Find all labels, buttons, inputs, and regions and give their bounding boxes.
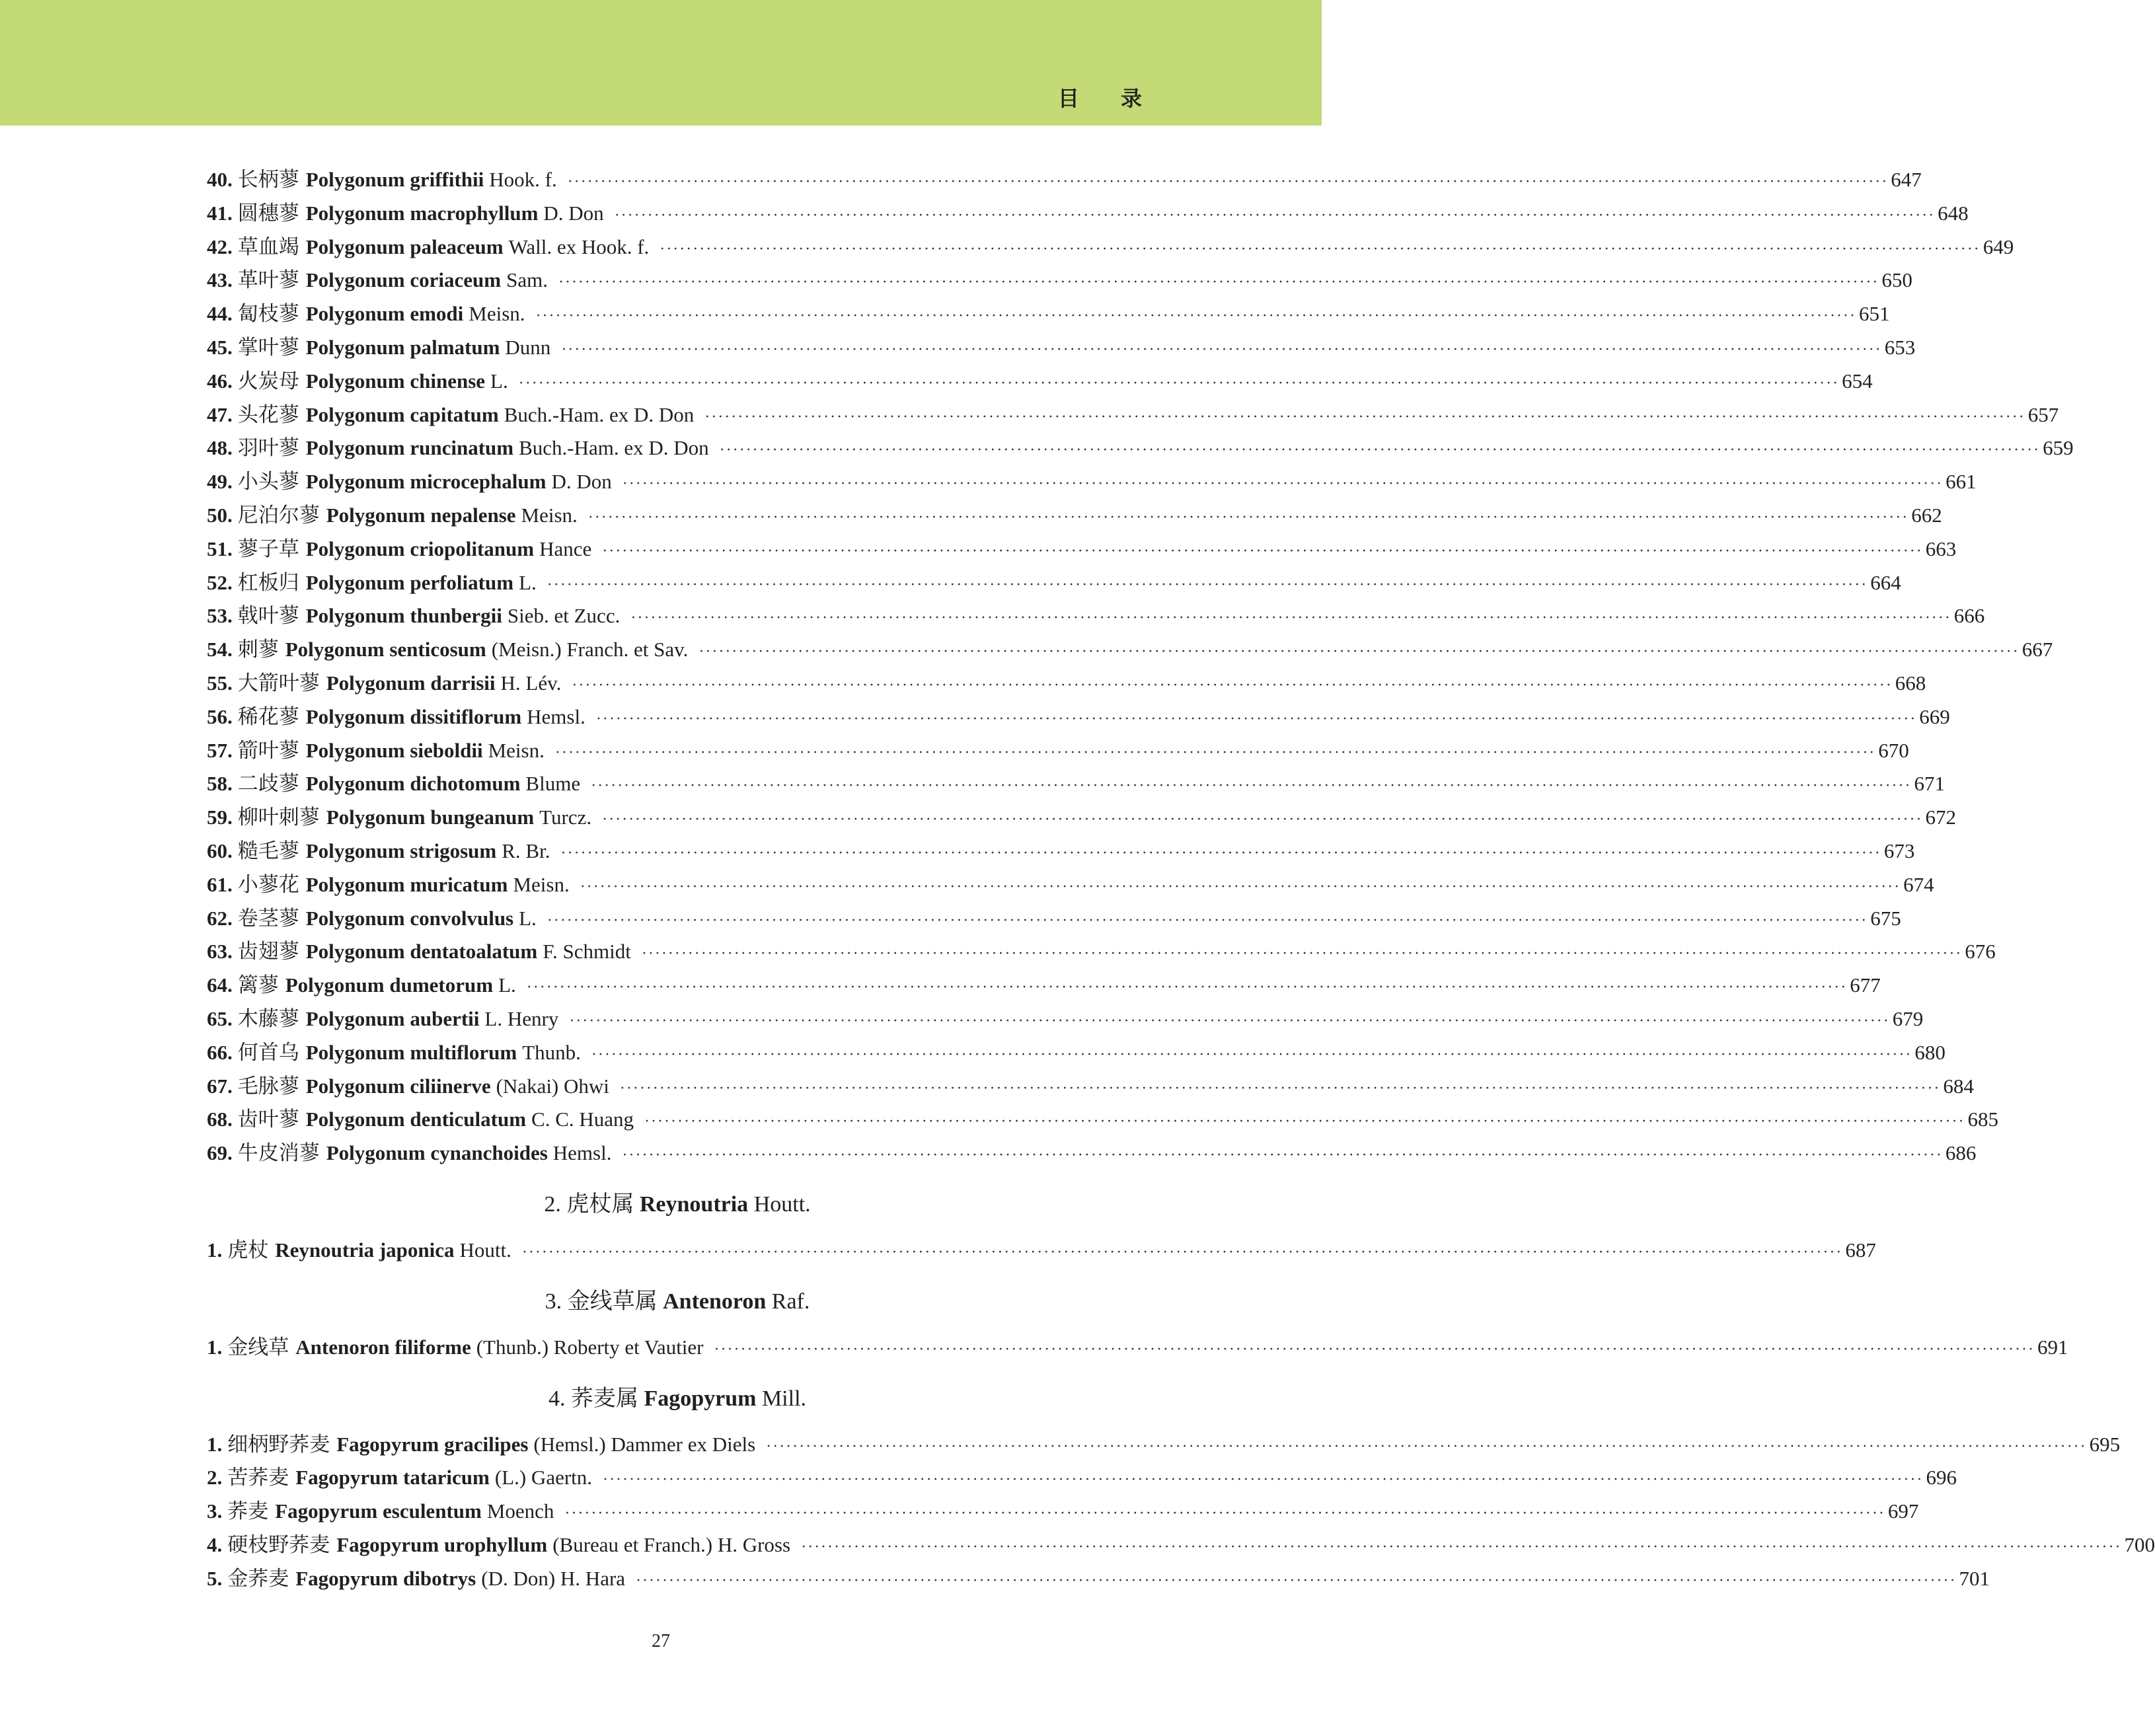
entry-author: L. Henry	[484, 1006, 559, 1030]
entry-author: F. Schmidt	[543, 940, 631, 963]
dot-leader: ········································································································································································································	[801, 1538, 2122, 1556]
toc-entry[interactable]	[207, 1002, 1924, 1036]
entry-chinese-name: 细柄野荞麦	[227, 1432, 330, 1456]
entry-page-number: 647	[1891, 168, 1922, 191]
entry-chinese-name: 卷茎蓼	[237, 906, 299, 930]
entry-page-number: 653	[1884, 335, 1916, 359]
entry-number: 67.	[207, 1074, 233, 1098]
entry-page-number: 650	[1881, 268, 1912, 292]
entry-author: D. Don	[551, 470, 612, 494]
entry-number: 62.	[207, 906, 233, 930]
entry-author: Hook. f.	[489, 168, 557, 191]
dot-leader: ········································································································································································································	[554, 743, 1876, 761]
dot-leader: ········································································································································································································	[560, 844, 1881, 862]
genus-scientific-name: Fagopyrum	[644, 1386, 757, 1411]
entry-chinese-name: 木藤蓼	[237, 1006, 299, 1030]
entry-page-number: 670	[1878, 738, 1909, 762]
entry-chinese-name: 何首乌	[237, 1040, 299, 1064]
genus-scientific-name: Antenoron	[663, 1289, 767, 1314]
entry-scientific-name: Polygonum cynanchoides	[326, 1141, 548, 1165]
toc-entry[interactable]	[207, 1528, 2155, 1562]
toc-entry[interactable]	[207, 1330, 2068, 1364]
entry-number: 69.	[207, 1141, 233, 1165]
entry-number: 56.	[207, 704, 233, 728]
entry-page-number: 667	[2022, 638, 2053, 661]
entry-chinese-name: 虎杖	[227, 1238, 269, 1262]
entry-number: 57.	[207, 738, 233, 762]
toc-entry[interactable]	[207, 196, 1969, 230]
entry-number: 61.	[207, 872, 233, 896]
entry-chinese-name: 头花蓼	[237, 402, 299, 426]
dot-leader: ········································································································································································································	[660, 240, 1981, 258]
entry-author: Dunn	[505, 335, 551, 359]
entry-author: Meisn.	[513, 872, 570, 896]
entry-number: 43.	[207, 268, 233, 292]
header-band	[0, 0, 1322, 126]
entry-page-number: 697	[1887, 1499, 1919, 1523]
dot-leader: ········································································································································································································	[704, 408, 2025, 426]
entry-page-number: 668	[1895, 671, 1926, 695]
entry-chinese-name: 羽叶蓼	[237, 436, 299, 460]
entry-number: 60.	[207, 839, 233, 862]
dot-leader: ········································································································································································································	[580, 878, 1901, 895]
entry-chinese-name: 稀花蓼	[237, 704, 299, 728]
entry-chinese-name: 苦荞麦	[227, 1466, 289, 1490]
dot-leader: ········································································································································································································	[547, 576, 1868, 593]
entry-number: 47.	[207, 402, 233, 426]
entry-scientific-name: Polygonum dissitiflorum	[305, 704, 522, 728]
entry-number: 66.	[207, 1040, 233, 1064]
entry-page-number: 662	[1911, 503, 1942, 527]
entry-number: 1.	[207, 1238, 223, 1262]
entry-page-number: 685	[1967, 1108, 1998, 1131]
toc-entry[interactable]	[207, 566, 1901, 599]
toc-entry[interactable]	[207, 230, 2014, 264]
entry-author: (Bureau et Franch.) H. Gross	[552, 1532, 791, 1556]
entry-scientific-name: Polygonum capitatum	[305, 402, 499, 426]
entry-number: 1.	[207, 1432, 223, 1456]
entry-chinese-name: 毛脉蓼	[237, 1074, 299, 1098]
entry-chinese-name: 戟叶蓼	[237, 604, 299, 628]
entry-chinese-name: 大箭叶蓼	[237, 671, 320, 695]
entry-author: Turcz.	[539, 806, 592, 829]
entry-chinese-name: 刺蓼	[237, 638, 279, 661]
entry-number: 1.	[207, 1335, 223, 1359]
entry-number: 46.	[207, 369, 233, 393]
dot-leader: ········································································································································································································	[521, 1243, 1843, 1261]
toc-entry[interactable]	[207, 1069, 1974, 1103]
dot-leader: ········································································································································································································	[644, 1113, 1965, 1131]
entry-scientific-name: Fagopyrum urophyllum	[336, 1532, 548, 1556]
entry-scientific-name: Polygonum criopolitanum	[305, 537, 535, 560]
entry-page-number: 664	[1870, 570, 1901, 594]
toc-entry[interactable]	[207, 734, 1909, 767]
toc-entry[interactable]	[207, 1562, 1990, 1595]
dot-leader: ········································································································································································································	[603, 1471, 1924, 1489]
entry-page-number: 687	[1845, 1238, 1876, 1262]
entry-number: 49.	[207, 470, 233, 494]
entry-page-number: 686	[1945, 1141, 1977, 1165]
entry-chinese-name: 二歧蓼	[237, 772, 299, 796]
dot-leader: ········································································································································································································	[561, 340, 1882, 358]
entry-page-number: 680	[1914, 1040, 1946, 1064]
entry-chinese-name: 蓼子草	[237, 537, 299, 560]
entry-page-number: 675	[1870, 906, 1901, 930]
dot-leader: ········································································································································································································	[622, 1147, 1943, 1164]
entry-scientific-name: Polygonum emodi	[305, 302, 464, 326]
dot-leader: ········································································································································································································	[591, 777, 1912, 795]
dot-leader: ········································································································································································································	[595, 710, 1917, 728]
entry-number: 58.	[207, 772, 233, 796]
genus-author: Mill.	[761, 1386, 807, 1411]
entry-scientific-name: Polygonum senticosum	[285, 638, 486, 661]
entry-author: Meisn.	[521, 503, 578, 527]
entry-scientific-name: Polygonum muricatum	[305, 872, 508, 896]
entry-number: 44.	[207, 302, 233, 326]
entry-chinese-name: 杠板归	[237, 570, 299, 594]
entry-chinese-name: 荞麦	[227, 1499, 269, 1523]
entry-number: 65.	[207, 1006, 233, 1030]
entry-page-number: 696	[1926, 1466, 1957, 1490]
entry-number: 63.	[207, 940, 233, 963]
genus-chinese-name: 虎杖属	[566, 1191, 634, 1217]
entry-scientific-name: Polygonum sieboldii	[305, 738, 483, 762]
entry-chinese-name: 齿翅蓼	[237, 940, 299, 963]
toc-entry[interactable]	[207, 599, 1985, 632]
dot-leader: ········································································································································································································	[558, 274, 1879, 291]
toc-entry[interactable]	[207, 632, 2053, 666]
entry-chinese-name: 匐枝蓼	[237, 302, 299, 326]
toc-entry[interactable]	[207, 1036, 1946, 1069]
entry-author: (Thunb.) Roberty et Vautier	[476, 1335, 704, 1359]
entry-scientific-name: Polygonum runcinatum	[305, 436, 514, 460]
entry-page-number: 666	[1953, 604, 1985, 628]
entry-scientific-name: Polygonum thunbergii	[305, 604, 502, 628]
toc-entry[interactable]	[207, 465, 1977, 498]
entry-chinese-name: 篱蓼	[237, 973, 279, 997]
entry-scientific-name: Polygonum denticulatum	[305, 1108, 527, 1131]
genus-number: 2.	[544, 1191, 561, 1217]
toc-entry[interactable]	[207, 1102, 1998, 1136]
toc-entry[interactable]	[207, 532, 1957, 566]
entry-author: L.	[490, 369, 508, 393]
entry-chinese-name: 小蓼花	[237, 872, 299, 896]
dot-leader: ········································································································································································································	[535, 307, 1856, 325]
genus-author: Houtt.	[753, 1191, 811, 1217]
entry-scientific-name: Fagopyrum dibotrys	[295, 1566, 476, 1590]
toc-entry[interactable]	[207, 1136, 1977, 1170]
entry-page-number: 671	[1914, 772, 1946, 796]
entry-page-number: 700	[2124, 1532, 2155, 1556]
dot-leader: ········································································································································································································	[569, 1012, 1890, 1030]
toc-entry[interactable]	[207, 968, 1881, 1002]
toc-entry[interactable]	[207, 498, 1942, 532]
entry-chinese-name: 掌叶蓼	[237, 335, 299, 359]
entry-scientific-name: Polygonum dichotomum	[305, 772, 521, 796]
entry-number: 52.	[207, 570, 233, 594]
entry-scientific-name: Polygonum multiflorum	[305, 1040, 517, 1064]
entry-number: 4.	[207, 1532, 223, 1556]
entry-scientific-name: Fagopyrum tataricum	[295, 1466, 490, 1490]
genus-chinese-name: 荞麦属	[570, 1386, 638, 1411]
entry-page-number: 695	[2089, 1432, 2121, 1456]
entry-scientific-name: Polygonum palmatum	[305, 335, 500, 359]
entry-scientific-name: Polygonum dumetorum	[285, 973, 494, 997]
entry-author: Hemsl.	[527, 704, 586, 728]
entry-author: Thunb.	[522, 1040, 581, 1064]
entry-chinese-name: 金荞麦	[227, 1566, 289, 1590]
entry-author: Meisn.	[488, 738, 545, 762]
entry-author: (D. Don) H. Hara	[481, 1566, 626, 1590]
entry-author: D. Don	[543, 201, 604, 225]
entry-author: R. Br.	[502, 839, 550, 862]
entry-page-number: 659	[2043, 436, 2074, 460]
toc-entry[interactable]	[207, 163, 1922, 196]
entry-author: Sam.	[506, 268, 548, 292]
entry-number: 41.	[207, 201, 233, 225]
entry-page-number: 669	[1919, 704, 1950, 728]
entry-number: 3.	[207, 1499, 223, 1523]
toc-entry[interactable]	[207, 1494, 1919, 1528]
entry-scientific-name: Polygonum griffithii	[305, 168, 484, 191]
entry-number: 48.	[207, 436, 233, 460]
entry-number: 59.	[207, 806, 233, 829]
genus-heading	[207, 1184, 1148, 1225]
entry-author: Houtt.	[459, 1238, 511, 1262]
dot-leader: ········································································································································································································	[699, 643, 2020, 661]
entry-page-number: 691	[2037, 1335, 2068, 1359]
entry-scientific-name: Polygonum bungeanum	[326, 806, 535, 829]
entry-scientific-name: Polygonum strigosum	[305, 839, 497, 862]
entry-number: 55.	[207, 671, 233, 695]
dot-leader: ········································································································································································································	[547, 911, 1868, 929]
toc-entry[interactable]	[207, 666, 1926, 700]
toc-entry[interactable]	[207, 263, 1912, 297]
entry-author: (Meisn.) Franch. et Sav.	[491, 638, 689, 661]
dot-leader: ········································································································································································································	[630, 609, 1951, 627]
dot-leader: ········································································································································································································	[622, 475, 1944, 493]
genus-scientific-name: Reynoutria	[639, 1191, 749, 1217]
entry-chinese-name: 箭叶蓼	[237, 738, 299, 762]
entry-scientific-name: Polygonum chinense	[305, 369, 486, 393]
toc-entry[interactable]	[207, 364, 1873, 398]
dot-leader: ········································································································································································································	[564, 1505, 1885, 1523]
entry-author: Wall. ex Hook. f.	[508, 235, 650, 258]
entry-chinese-name: 尼泊尔蓼	[237, 503, 320, 527]
entry-chinese-name: 圆穗蓼	[237, 201, 299, 225]
entry-author: Moench	[486, 1499, 554, 1523]
entry-page-number: 677	[1850, 973, 1881, 997]
toc-entry[interactable]	[207, 1427, 2121, 1461]
entry-scientific-name: Fagopyrum esculentum	[275, 1499, 482, 1523]
entry-scientific-name: Polygonum perfoliatum	[305, 570, 514, 594]
entry-number: 2.	[207, 1466, 223, 1490]
entry-page-number: 661	[1946, 470, 1977, 494]
toc-entry[interactable]	[207, 297, 1890, 330]
dot-leader: ········································································································································································································	[641, 945, 1963, 963]
entry-page-number: 654	[1842, 369, 1873, 393]
entry-page-number: 701	[1959, 1566, 1990, 1590]
toc-entry[interactable]	[207, 431, 2074, 465]
entry-scientific-name: Polygonum ciliinerve	[305, 1074, 491, 1098]
entry-page-number: 674	[1903, 872, 1934, 896]
entry-scientific-name: Polygonum dentatoalatum	[305, 940, 538, 963]
toc-entry[interactable]	[207, 1460, 1957, 1494]
toc-entry[interactable]	[207, 868, 1934, 901]
entry-page-number: 679	[1892, 1006, 1924, 1030]
entry-author: Meisn.	[469, 302, 525, 326]
dot-leader: ········································································································································································································	[526, 979, 1848, 997]
entry-chinese-name: 草血竭	[237, 235, 299, 258]
entry-page-number: 672	[1925, 806, 1957, 829]
entry-number: 45.	[207, 335, 233, 359]
genus-heading	[207, 1281, 1148, 1322]
entry-scientific-name: Polygonum convolvulus	[305, 906, 514, 930]
entry-scientific-name: Polygonum macrophyllum	[305, 201, 539, 225]
dot-leader: ········································································································································································································	[619, 1079, 1941, 1097]
dot-leader: ········································································································································································································	[766, 1437, 2087, 1455]
entry-chinese-name: 金线草	[227, 1335, 289, 1359]
entry-page-number: 676	[1965, 940, 1996, 963]
entry-page-number: 649	[1983, 235, 2014, 258]
entry-number: 53.	[207, 604, 233, 628]
entry-chinese-name: 牛皮消蓼	[237, 1141, 320, 1165]
table-of-contents	[207, 163, 2155, 1595]
dot-leader: ········································································································································································································	[614, 206, 1936, 224]
entry-scientific-name: Polygonum aubertii	[305, 1006, 480, 1030]
entry-number: 54.	[207, 638, 233, 661]
genus-chinese-name: 金线草属	[567, 1289, 658, 1314]
entry-author: Hance	[539, 537, 592, 560]
dot-leader: ········································································································································································································	[714, 1340, 2035, 1358]
entry-author: Buch.-Ham. ex D. Don	[519, 436, 709, 460]
toc-entry[interactable]	[207, 834, 1915, 868]
entry-author: Hemsl.	[552, 1141, 612, 1165]
dot-leader: ········································································································································································································	[587, 508, 1909, 526]
entry-scientific-name: Reynoutria japonica	[275, 1238, 455, 1262]
entry-page-number: 648	[1938, 201, 1969, 225]
entry-number: 64.	[207, 973, 233, 997]
toc-entry[interactable]	[207, 1233, 1876, 1267]
entry-author: (Nakai) Ohwi	[496, 1074, 609, 1098]
entry-chinese-name: 柳叶刺蓼	[237, 806, 320, 829]
entry-page-number: 684	[1943, 1074, 1974, 1098]
entry-author: L.	[498, 973, 516, 997]
dot-leader: ········································································································································································································	[518, 374, 1840, 392]
entry-page-number: 651	[1858, 302, 1890, 326]
entry-author: L.	[519, 906, 537, 930]
entry-author: C. C. Huang	[531, 1108, 634, 1131]
entry-page-number: 657	[2027, 402, 2059, 426]
entry-author: L.	[519, 570, 537, 594]
genus-heading	[207, 1378, 1148, 1419]
entry-author: (Hemsl.) Dammer ex Diels	[533, 1432, 756, 1456]
dot-leader: ········································································································································································································	[636, 1571, 1957, 1589]
entry-number: 68.	[207, 1108, 233, 1131]
dot-leader: ········································································································································································································	[591, 1045, 1912, 1063]
dot-leader: ········································································································································································································	[602, 811, 1923, 829]
entry-author: H. Lév.	[500, 671, 562, 695]
entry-chinese-name: 革叶蓼	[237, 268, 299, 292]
entry-author: Blume	[525, 772, 581, 796]
dot-leader: ········································································································································································································	[567, 173, 1889, 190]
entry-page-number: 673	[1883, 839, 1915, 862]
entry-author: Sieb. et Zucc.	[507, 604, 621, 628]
entry-author: Buch.-Ham. ex D. Don	[504, 402, 695, 426]
entry-number: 50.	[207, 503, 233, 527]
entry-scientific-name: Antenoron filiforme	[295, 1335, 471, 1359]
entry-scientific-name: Fagopyrum gracilipes	[336, 1432, 529, 1456]
genus-number: 3.	[545, 1289, 562, 1314]
toc-entry[interactable]	[207, 330, 1916, 364]
toc-entry[interactable]	[207, 767, 1946, 800]
toc-entry[interactable]	[207, 398, 2059, 432]
entry-chinese-name: 小头蓼	[237, 470, 299, 494]
entry-number: 51.	[207, 537, 233, 560]
entry-chinese-name: 齿叶蓼	[237, 1108, 299, 1131]
entry-scientific-name: Polygonum microcephalum	[305, 470, 547, 494]
entry-number: 40.	[207, 168, 233, 191]
entry-number: 5.	[207, 1566, 223, 1590]
page-number: 27	[652, 1631, 670, 1651]
entry-scientific-name: Polygonum darrisii	[326, 671, 496, 695]
page-title: 目 录	[1057, 86, 1159, 111]
toc-entry[interactable]	[207, 934, 1996, 968]
toc-entry[interactable]	[207, 901, 1901, 935]
entry-chinese-name: 火炭母	[237, 369, 299, 393]
dot-leader: ········································································································································································································	[602, 542, 1923, 560]
entry-scientific-name: Polygonum coriaceum	[305, 268, 502, 292]
entry-scientific-name: Polygonum nepalense	[326, 503, 516, 527]
entry-page-number: 663	[1925, 537, 1957, 560]
entry-chinese-name: 长柄蓼	[237, 168, 299, 191]
genus-number: 4.	[548, 1386, 566, 1411]
dot-leader: ········································································································································································································	[572, 676, 1893, 694]
entry-number: 42.	[207, 235, 233, 258]
dot-leader: ········································································································································································································	[719, 441, 2041, 459]
entry-chinese-name: 硬枝野荞麦	[227, 1532, 330, 1556]
toc-entry[interactable]	[207, 700, 1950, 734]
entry-author: (L.) Gaertn.	[494, 1466, 593, 1490]
entry-chinese-name: 糙毛蓼	[237, 839, 299, 862]
entry-scientific-name: Polygonum paleaceum	[305, 235, 504, 258]
genus-author: Raf.	[771, 1289, 810, 1314]
toc-entry[interactable]	[207, 800, 1957, 834]
